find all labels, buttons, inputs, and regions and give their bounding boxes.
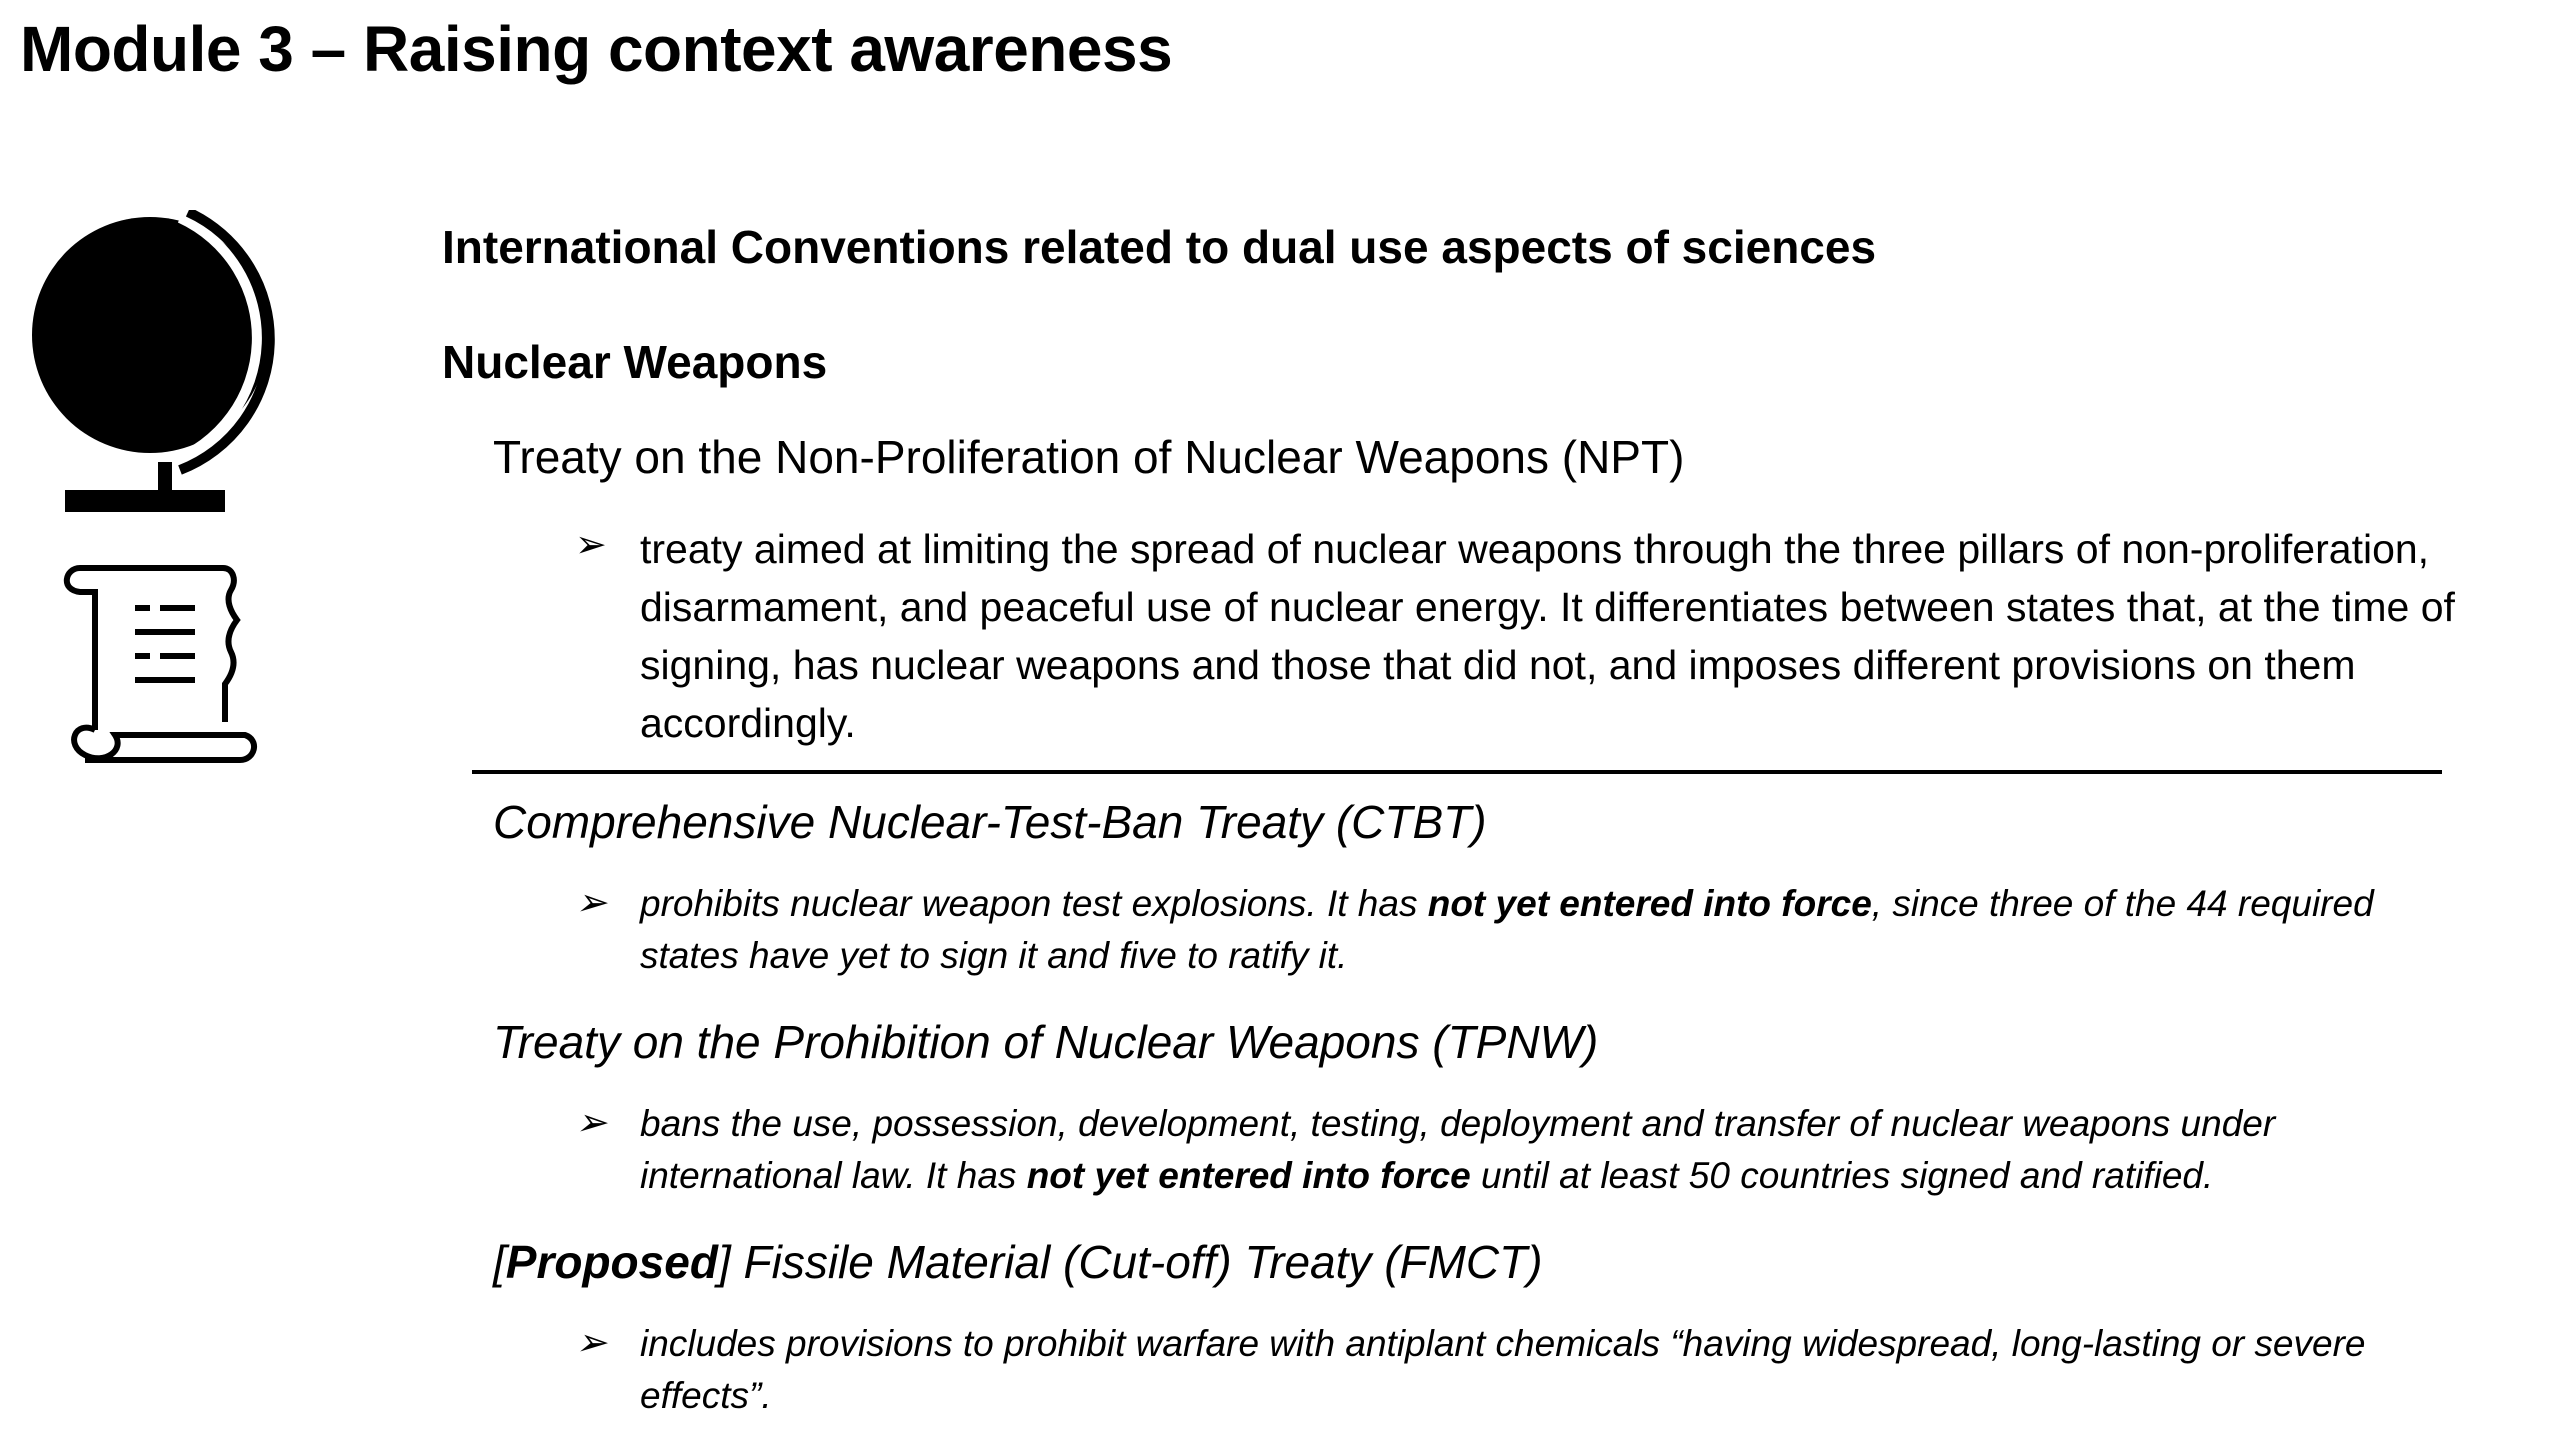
- treaty-bullet-fmct: [575, 1318, 2465, 1422]
- treaty-bullet-ctbt: [575, 878, 2465, 982]
- treaty-title-npt: Treaty on the Non-Proliferation of Nuclear Weapons (NPT): [493, 431, 1685, 483]
- bullet-emphasis: not yet entered into force: [1427, 883, 1872, 924]
- bracket: [: [493, 1236, 506, 1288]
- treaty-name: ] Fissile Material (Cut-off) Treaty (FMCT): [717, 1236, 1543, 1288]
- bullet-emphasis: not yet entered into force: [1026, 1155, 1471, 1196]
- treaty-title-fmct: [493, 1235, 1543, 1289]
- bullet-arrow-icon: ➢: [575, 1102, 607, 1144]
- bullet-text: includes provisions to prohibit warfare with antiplant chemicals “having widespread, long-lasting or severe effects”.: [640, 1323, 2366, 1416]
- section-heading: Nuclear Weapons: [442, 336, 828, 388]
- bullet-text: until at least 50 countries signed and ratified.: [1470, 1155, 2214, 1196]
- treaty-bullet-npt: [575, 520, 2465, 752]
- globe-icon: [30, 210, 290, 520]
- bullet-text: bans the use, possession, development, testing, deployment and transfer of nuclear weapons under international law. It has: [640, 1103, 2276, 1196]
- treaty-bullet-tpnw: [575, 1098, 2465, 1202]
- divider: [472, 770, 2442, 774]
- page-title: Module 3 – Raising context awareness: [20, 13, 1173, 85]
- treaty-title-ctbt: Comprehensive Nuclear-Test-Ban Treaty (CTBT): [493, 796, 1487, 848]
- bullet-arrow-icon: ➢: [575, 524, 607, 566]
- bullet-arrow-icon: ➢: [575, 1322, 607, 1364]
- bullet-text: , since three of the 44 required states have yet to sign it and five to ratify it.: [640, 883, 2374, 976]
- proposed-label: Proposed: [505, 1236, 718, 1288]
- bullet-text: prohibits nuclear weapon test explosions. It has: [640, 883, 1428, 924]
- treaty-title-tpnw: Treaty on the Prohibition of Nuclear Weapons (TPNW): [493, 1016, 1599, 1068]
- subtitle: International Conventions related to dual use aspects of sciences: [442, 221, 1877, 273]
- bullet-text: treaty aimed at limiting the spread of nuclear weapons through the three pillars of non-proliferation, disarmament, and peaceful use of nuclear energy. It differentiates between states that, at the time of signing, has nuclear weapons and those that did not, and imposes different provisions on them accordingly.: [640, 526, 2455, 746]
- scroll-icon: [55, 560, 260, 765]
- bullet-arrow-icon: ➢: [575, 882, 607, 924]
